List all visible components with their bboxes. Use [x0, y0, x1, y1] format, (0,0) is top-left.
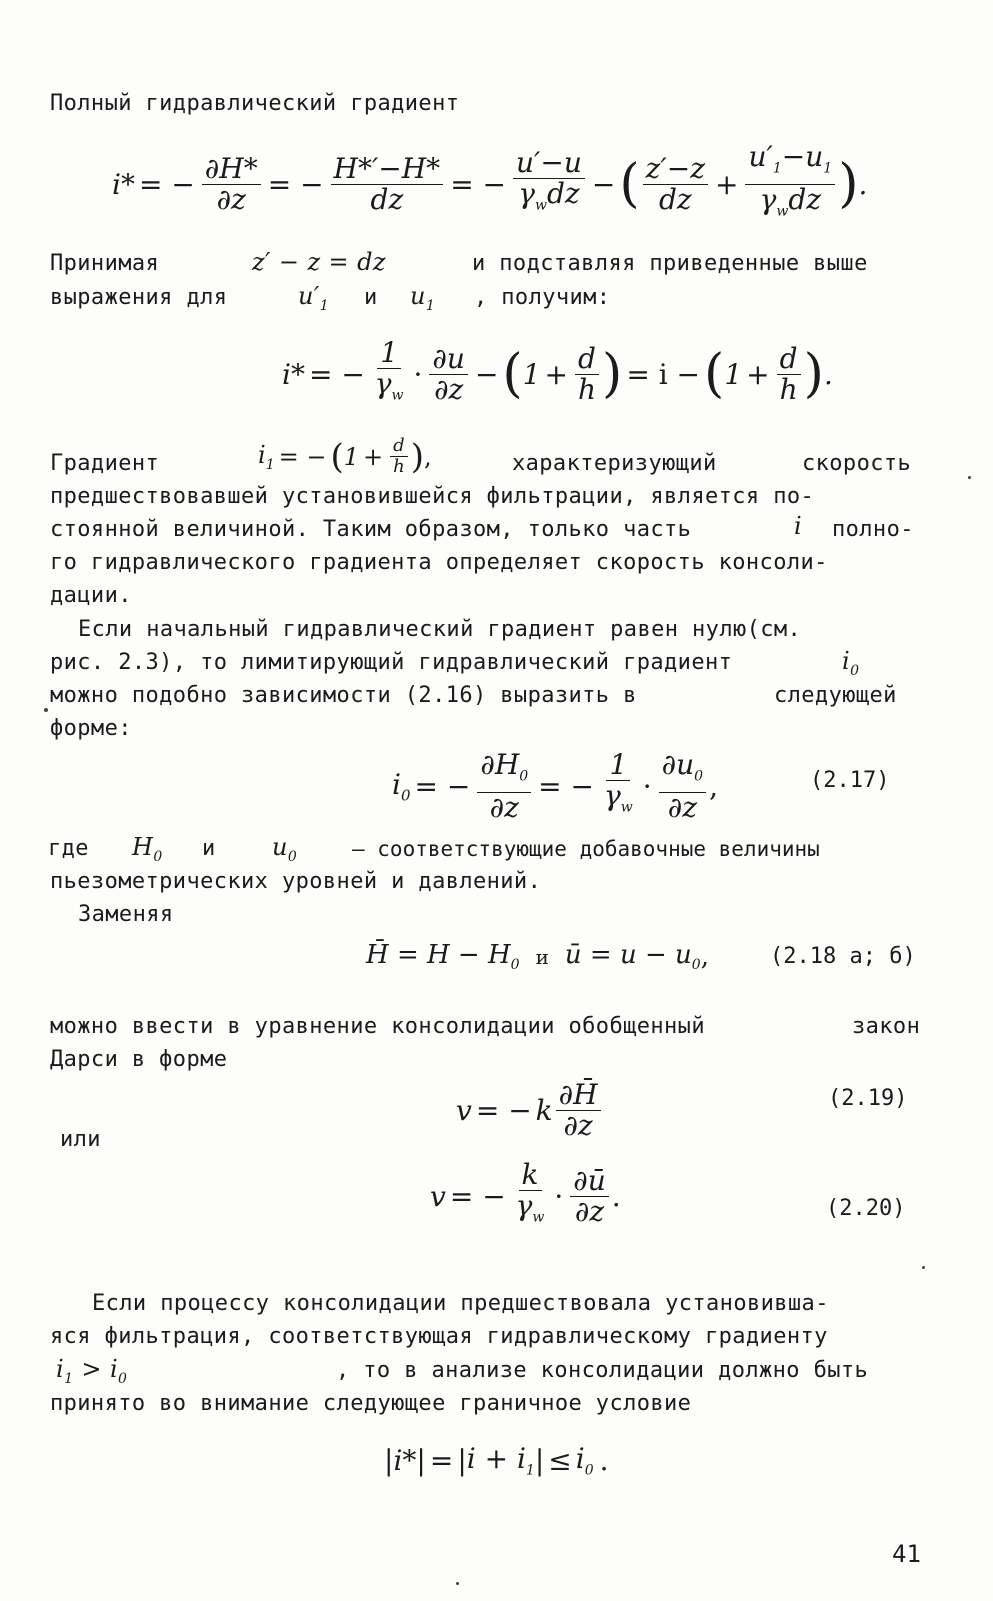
equation-substitution: i* = − $\frac{1}{\gamma_w}$ · $\frac{\partial u}{\partial z}$ − ( 1 + $\frac{d}{h}$ ) = i − ( 1 + $\frac{d}{h}$ ) .: [282, 336, 833, 406]
text-line: где: [48, 836, 89, 861]
text-line: яся фильтрация, соответствующая гидравлическому градиенту: [50, 1324, 828, 1349]
equation-2-20: v = − $\frac{k}{\gamma_w}$ · $\frac{\partial ū}{\partial z}$ .: [430, 1158, 621, 1228]
inline-formula: i: [794, 512, 803, 540]
text-line: закон: [852, 1014, 921, 1039]
text-line: или: [60, 1127, 101, 1152]
text-line: стоянной величиной. Таким образом, только часть: [50, 517, 692, 542]
text-line: Градиент: [50, 451, 160, 476]
equation-number: (2.20): [826, 1196, 906, 1221]
inline-formula: $u_1$: [410, 282, 436, 314]
text-line: пьезометрических уровней и давлений.: [50, 869, 542, 894]
text-line: можно подобно зависимости (2.16) выразить в: [50, 683, 637, 708]
text-line: предшествовавшей установившейся фильтрации, является по-: [50, 484, 815, 509]
inline-formula: $i_1$ = − ( 1 + $\frac{d}{h}$ ) ,: [258, 435, 432, 477]
equation-number: (2.17): [810, 768, 890, 793]
equation-number: (2.19): [828, 1086, 908, 1111]
text-line: Дарси в форме: [50, 1047, 228, 1072]
text-line: следующей: [774, 683, 897, 708]
text-line: – соответствующие добавочные величины: [352, 837, 820, 861]
scan-speck: [968, 476, 971, 479]
text-line: и: [364, 285, 378, 310]
text-line: характеризующий: [512, 451, 717, 476]
text-line: можно ввести в уравнение консолидации обобщенный: [50, 1014, 705, 1039]
text-line: , получим:: [474, 285, 611, 310]
scan-speck: [44, 708, 48, 712]
equation-2-19: v = − k $\frac{\partial H̄}{\partial z}$: [456, 1080, 604, 1141]
text-line: Заменяя: [78, 902, 174, 927]
equation-boundary-condition: | i* | = | $i + i_1$ | ≤ $i_0$ .: [384, 1442, 609, 1479]
text-line: Полный гидравлический градиент: [50, 91, 460, 116]
equation-2-17: $i_0$ = − $\frac{\partial H_0}{\partial z}$ = − $\frac{1}{\gamma_w}$ · $\frac{\partial u_0}{\partial z}$ ,: [392, 748, 718, 824]
inline-formula: $i_0$: [842, 647, 860, 679]
equation-2-18: H̄ = $H - H_0$ и ū = $u - u_0$ ,: [366, 940, 709, 974]
inline-formula: z′ − z = dz: [252, 248, 386, 276]
text-line: Принимая: [50, 251, 160, 276]
text-line: и: [202, 836, 216, 861]
page-number: 41: [892, 1540, 921, 1568]
inline-formula: $i_1 > i_0$: [56, 1355, 128, 1387]
text-line: Если процессу консолидации предшествовала установивша-: [92, 1291, 829, 1316]
text-line: выражения для: [50, 285, 228, 310]
scan-speck: [456, 1582, 459, 1585]
equation-number: (2.18 а; б): [770, 944, 916, 969]
text-line: форме:: [50, 716, 132, 741]
text-line: , то в анализе консолидации должно быть: [336, 1358, 869, 1383]
inline-formula: $H_0$: [132, 833, 163, 865]
text-line: скорость: [802, 451, 912, 476]
text-line: го гидравлического градиента определяет скорость консоли-: [50, 550, 828, 575]
text-line: принято во внимание следующее граничное условие: [50, 1391, 692, 1416]
text-line: и подставляя приведенные выше: [472, 251, 868, 276]
scan-speck: [922, 1266, 925, 1269]
text-line: рис. 2.3), то лимитирующий гидравлический градиент: [50, 650, 733, 675]
text-line: полно-: [832, 517, 914, 542]
inline-formula: $u'_1$: [298, 282, 330, 314]
equation-full-gradient: i* = − $\frac{\partial H*}{\partial z}$ = − $\frac{H*'-H*}{dz}$ = − $\frac{u'-u}{\gamma_wdz}$ − ( $\frac{z'-z}{dz}$ + $\frac{u'_1-u_1}{\gamma_wdz}$ ) .: [112, 140, 868, 220]
inline-formula: $u_0$: [272, 833, 298, 865]
text-line: дации.: [50, 583, 132, 608]
text-line: Если начальный гидравлический градиент равен нулю(см.: [78, 617, 802, 642]
